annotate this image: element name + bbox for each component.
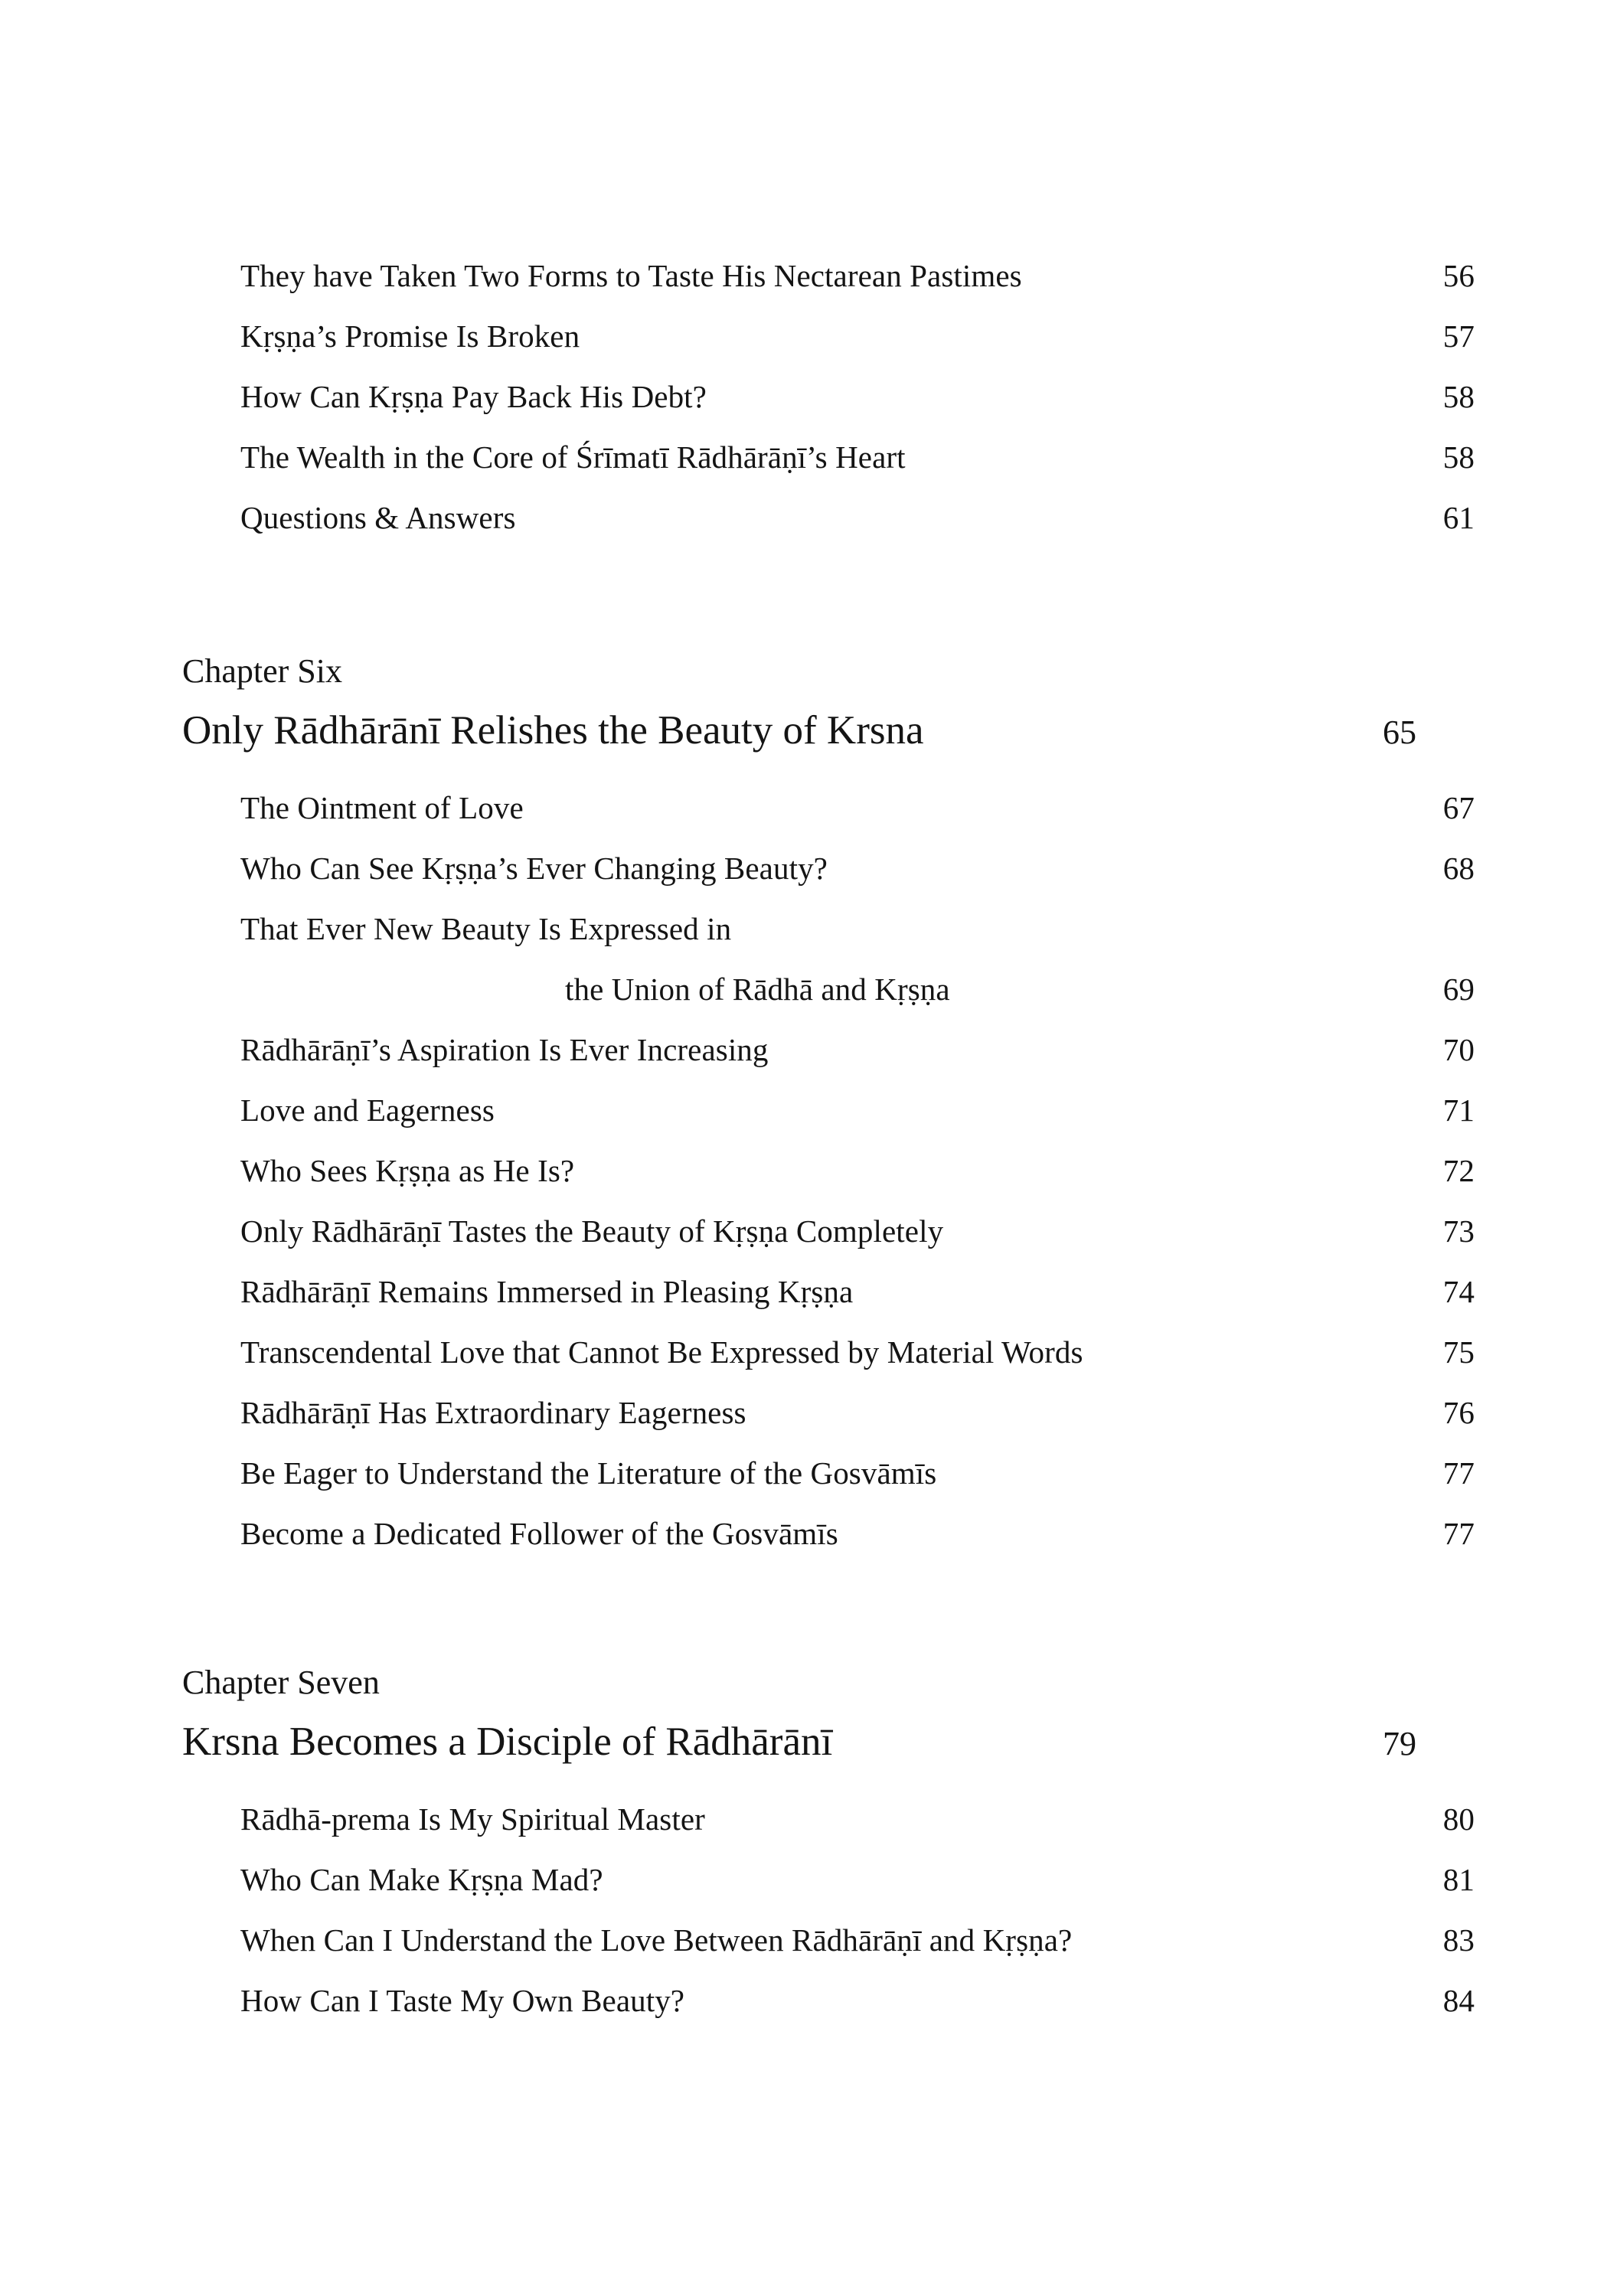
toc-chapter-list xyxy=(182,652,1475,2046)
toc-entry-page: 73 xyxy=(1442,1213,1475,1249)
toc-entry-title-row[interactable] xyxy=(240,439,1475,502)
toc-entry-title-row[interactable] xyxy=(240,1455,1475,1518)
toc-entry-page: 67 xyxy=(1442,790,1475,825)
toc-entry-title-row[interactable] xyxy=(240,1034,1475,1095)
chapter-title: Only Rādhārānī Relishes the Beauty of Krsna xyxy=(182,708,924,753)
chapter-page: 65 xyxy=(1383,714,1416,751)
toc-entry-title: They have Taken Two Forms to Taste His Nectarean Pastimes xyxy=(240,258,1022,293)
chapter-page: 79 xyxy=(1383,1725,1416,1762)
toc-entry-page: 71 xyxy=(1442,1092,1475,1128)
section-spacer xyxy=(182,563,1416,603)
toc-entry-title: The Ointment of Love xyxy=(240,790,524,825)
toc-entry-title: Who Can See Kṛṣṇa’s Ever Changing Beauty? xyxy=(240,851,828,886)
toc-entry-page: 70 xyxy=(1442,1032,1475,1067)
toc-entry-title: Rādhārāṇī Remains Immersed in Pleasing Kṛṣṇa xyxy=(240,1274,854,1309)
toc-entry-title: How Can I Taste My Own Beauty? xyxy=(240,1983,685,2018)
toc-entry-page: 80 xyxy=(1442,1801,1475,1837)
toc-entry-page: 58 xyxy=(1442,379,1475,414)
toc-entry-page: 81 xyxy=(1442,1862,1475,1897)
toc-entry-page: 77 xyxy=(1442,1455,1475,1491)
toc-entry-page: 56 xyxy=(1442,258,1475,293)
toc-entry-title: Become a Dedicated Follower of the Gosvāmīs xyxy=(240,1516,838,1551)
toc-entry-title: Rādhārāṇī’s Aspiration Is Ever Increasing xyxy=(240,1032,769,1067)
toc-entry-title: Who Sees Kṛṣṇa as He Is? xyxy=(240,1153,575,1188)
toc-top-entry-group xyxy=(182,258,1475,563)
toc-entry-page: 83 xyxy=(1442,1922,1475,1958)
toc-entry-title: Questions & Answers xyxy=(240,500,516,535)
toc-entry-title-row[interactable] xyxy=(240,1864,1475,1925)
toc-entry-title-row[interactable] xyxy=(240,1397,1475,1458)
toc-entry-page: 72 xyxy=(1442,1153,1475,1188)
toc-entry-title-row[interactable] xyxy=(240,502,1475,563)
toc-entry-title: Rādhā-prema Is My Spiritual Master xyxy=(240,1801,705,1837)
toc-entry-title-row[interactable] xyxy=(240,260,1475,321)
toc-entry-page: 69 xyxy=(1442,972,1475,1007)
toc-entry-title: That Ever New Beauty Is Expressed in xyxy=(240,911,732,946)
toc-entry-title-row[interactable] xyxy=(240,381,1475,442)
chapter-block xyxy=(182,652,1475,1579)
chapter-block xyxy=(182,1664,1475,2046)
toc-entry-title-row[interactable] xyxy=(240,1985,1475,2046)
chapter-title-row[interactable] xyxy=(182,710,1416,792)
toc-entry-page: 61 xyxy=(1442,500,1475,535)
chapter-title-row[interactable] xyxy=(182,1722,1416,1804)
toc-entry-title: Who Can Make Kṛṣṇa Mad? xyxy=(240,1862,603,1897)
toc-entry-title-row[interactable] xyxy=(240,318,1475,381)
toc-entry-title-row[interactable] xyxy=(240,913,1475,974)
toc-entry-page: 77 xyxy=(1442,1516,1475,1551)
toc-entry-title: When Can I Understand the Love Between Rādhārāṇī and Kṛṣṇa? xyxy=(240,1922,1073,1958)
toc-entry-title-row[interactable] xyxy=(240,792,1475,853)
toc-entry-title: the Union of Rādhā and Kṛṣṇa xyxy=(565,972,950,1007)
table-of-contents xyxy=(182,258,1475,2046)
toc-entry-title: How Can Kṛṣṇa Pay Back His Debt? xyxy=(240,379,707,414)
toc-entry-title-row[interactable] xyxy=(240,1155,1475,1216)
toc-entry-title: Kṛṣṇa’s Promise Is Broken xyxy=(240,318,580,354)
toc-entry-title: Love and Eagerness xyxy=(240,1092,495,1128)
toc-entry-title: Be Eager to Understand the Literature of the Gosvāmīs xyxy=(240,1455,937,1491)
section-spacer xyxy=(182,1579,1416,1614)
chapter-label: Chapter Seven xyxy=(182,1664,380,1701)
chapter-label: Chapter Six xyxy=(182,652,342,690)
chapter-title: Krsna Becomes a Disciple of Rādhārānī xyxy=(182,1720,833,1764)
toc-entry-title-row[interactable] xyxy=(240,1092,1475,1155)
toc-entry-title-row[interactable] xyxy=(240,1518,1475,1579)
toc-entry-title: Only Rādhārāṇī Tastes the Beauty of Kṛṣṇa Completely xyxy=(240,1213,944,1249)
toc-entry-title: Transcendental Love that Cannot Be Expressed by Material Words xyxy=(240,1334,1083,1370)
toc-entry-title-row[interactable] xyxy=(240,1922,1475,1985)
toc-entry-page: 84 xyxy=(1442,1983,1475,2018)
toc-entry-page: 75 xyxy=(1442,1334,1475,1370)
toc-entry-title: Rādhārāṇī Has Extraordinary Eagerness xyxy=(240,1395,746,1430)
toc-entry-page: 68 xyxy=(1442,851,1475,886)
toc-entry-title-row[interactable] xyxy=(240,974,1475,1034)
toc-entry-title: The Wealth in the Core of Śrīmatī Rādhārāṇī’s Heart xyxy=(240,439,906,475)
toc-entry-page: 57 xyxy=(1442,318,1475,354)
toc-entry-title-row[interactable] xyxy=(240,1801,1475,1864)
toc-entry-title-row[interactable] xyxy=(240,853,1475,913)
toc-entry-page: 58 xyxy=(1442,439,1475,475)
toc-entry-title-row[interactable] xyxy=(240,1213,1475,1276)
toc-entry-page: 74 xyxy=(1442,1274,1475,1309)
toc-entry-page: 76 xyxy=(1442,1395,1475,1430)
toc-entry-title-row[interactable] xyxy=(240,1276,1475,1337)
toc-entry-title-row[interactable] xyxy=(240,1334,1475,1397)
